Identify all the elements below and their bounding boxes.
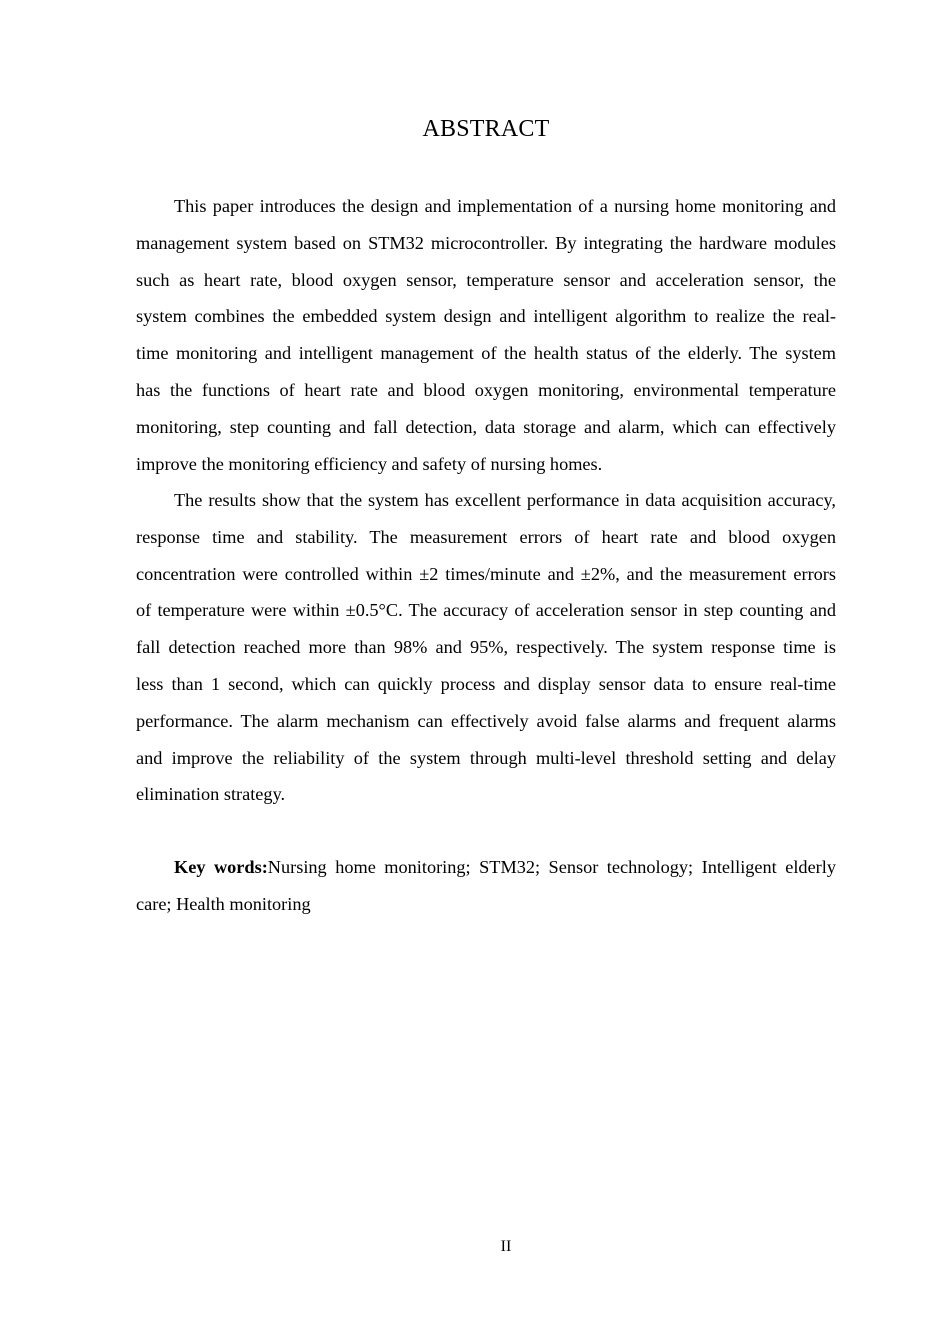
keywords-section (136, 849, 836, 923)
keywords-line (136, 886, 836, 923)
text-line: and improve the reliability of the system through multi-level threshold setting and delay (136, 747, 836, 768)
abstract-title: ABSTRACT (422, 116, 550, 142)
text-line: less than 1 second, which can quickly process and display sensor data to ensure real-time (136, 673, 836, 694)
abstract-paragraph-2 (136, 482, 836, 813)
text-line: time monitoring and intelligent management of the health status of the elderly. The system (136, 343, 836, 364)
page-number: II (500, 1238, 512, 1255)
text-line: This paper introduces the design and implementation of a nursing home monitoring and (174, 196, 836, 216)
text-line: response time and stability. The measurement errors of heart rate and blood oxygen (136, 526, 836, 547)
abstract-paragraph-1 (136, 188, 836, 482)
keywords-text-1: Nursing home monitoring; STM32; Sensor technology; Intelligent elderly (267, 857, 836, 877)
keywords-text-2: care; Health monitoring (136, 893, 311, 914)
text-line: management system based on STM32 microcontroller. By integrating the hardware modules (136, 232, 836, 253)
text-line: concentration were controlled within ±2 times/minute and ±2%, and the measurement errors (136, 563, 836, 584)
keywords-line (136, 849, 836, 886)
text-line: The results show that the system has excellent performance in data acquisition accuracy, (174, 490, 836, 510)
text-line: system combines the embedded system design and intelligent algorithm to realize the real- (136, 306, 836, 327)
text-line: of temperature were within ±0.5°C. The accuracy of acceleration sensor in step counting and (136, 600, 836, 621)
text-line: has the functions of heart rate and blood oxygen monitoring, environmental temperature (136, 379, 836, 400)
text-line: elimination strategy. (136, 784, 286, 805)
text-line: improve the monitoring efficiency and safety of nursing homes. (136, 453, 603, 474)
text-line: such as heart rate, blood oxygen sensor, temperature sensor and acceleration sensor, the (136, 269, 836, 290)
text-line: performance. The alarm mechanism can effectively avoid false alarms and frequent alarms (136, 710, 836, 731)
keywords-label: Key words: (174, 857, 268, 877)
text-line: fall detection reached more than 98% and 95%, respectively. The system response time is (136, 637, 836, 658)
text-line: monitoring, step counting and fall detection, data storage and alarm, which can effectively (136, 416, 836, 437)
